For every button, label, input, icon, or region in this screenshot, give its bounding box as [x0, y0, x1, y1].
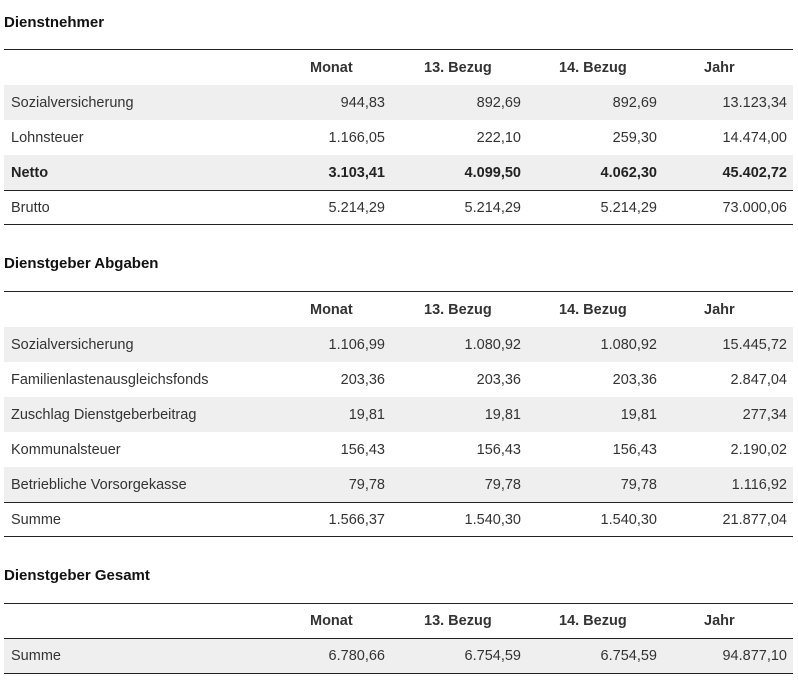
value-monat: 5.214,29 [328, 199, 385, 216]
value-monat: 6.780,66 [328, 648, 385, 664]
value-monat: 1.566,37 [328, 511, 385, 528]
row-label: Sozialversicherung [11, 336, 134, 353]
value-14-bezug: 203,36 [612, 371, 657, 388]
value-monat: 19,81 [348, 406, 385, 423]
value-14-bezug: 5.214,29 [600, 199, 657, 216]
value-14-bezug: 19,81 [620, 406, 657, 423]
value-13-bezug: 892,69 [476, 94, 521, 111]
value-monat: 203,36 [340, 371, 385, 388]
table-row [4, 432, 793, 467]
table-header-row [4, 50, 793, 85]
header-13-bezug: 13. Bezug [424, 301, 492, 318]
header-13-bezug: 13. Bezug [424, 59, 492, 76]
row-label: Zuschlag Dienstgeberbeitrag [11, 406, 197, 423]
row-label: Betriebliche Vorsorgekasse [11, 476, 187, 493]
header-jahr: Jahr [704, 613, 735, 629]
table-header-row [4, 292, 793, 327]
table-header-row [4, 604, 793, 639]
section-title-dienstgeber-gesamt: Dienstgeber Gesamt [4, 567, 150, 584]
value-monat: 3.103,41 [328, 164, 385, 181]
section-title-dienstnehmer: Dienstnehmer [4, 14, 105, 31]
value-jahr: 15.445,72 [722, 336, 787, 353]
row-label: Sozialversicherung [11, 94, 134, 111]
value-jahr: 21.877,04 [722, 511, 787, 528]
value-jahr: 2.847,04 [730, 371, 787, 388]
table-row [4, 467, 793, 502]
table-row [4, 120, 793, 155]
row-label: Summe [11, 648, 61, 664]
value-13-bezug: 19,81 [484, 406, 521, 423]
header-14-bezug: 14. Bezug [559, 613, 627, 629]
value-14-bezug: 6.754,59 [600, 648, 657, 664]
value-jahr: 73.000,06 [722, 199, 787, 216]
value-monat: 79,78 [348, 476, 385, 493]
value-jahr: 2.190,02 [730, 441, 787, 458]
table-row [4, 362, 793, 397]
row-label: Netto [11, 164, 49, 181]
value-13-bezug: 79,78 [484, 476, 521, 493]
value-13-bezug: 203,36 [476, 371, 521, 388]
header-14-bezug: 14. Bezug [559, 301, 627, 318]
value-13-bezug: 1.080,92 [464, 336, 521, 353]
header-jahr: Jahr [704, 301, 735, 318]
table-row [4, 327, 793, 362]
value-monat: 944,83 [340, 94, 385, 111]
value-14-bezug: 892,69 [612, 94, 657, 111]
table-dienstgeber-gesamt [4, 603, 793, 674]
table-row-netto [4, 155, 793, 190]
row-label: Familienlastenausgleichsfonds [11, 371, 209, 388]
value-jahr: 94.877,10 [722, 648, 787, 664]
value-jahr: 1.116,92 [731, 476, 787, 493]
value-monat: 1.166,05 [328, 129, 385, 146]
table-row-summe [4, 502, 793, 537]
value-13-bezug: 156,43 [476, 441, 521, 458]
header-monat: Monat [310, 301, 353, 318]
value-jahr: 45.402,72 [722, 164, 787, 181]
header-14-bezug: 14. Bezug [559, 59, 627, 76]
table-row [4, 397, 793, 432]
table-dienstnehmer [4, 49, 793, 225]
value-14-bezug: 259,30 [612, 129, 657, 146]
section-title-dienstgeber-abgaben: Dienstgeber Abgaben [4, 255, 159, 272]
header-monat: Monat [310, 59, 353, 76]
value-13-bezug: 6.754,59 [464, 648, 521, 664]
table-row-brutto [4, 190, 793, 225]
value-14-bezug: 156,43 [612, 441, 657, 458]
value-14-bezug: 1.080,92 [600, 336, 657, 353]
value-jahr: 277,34 [742, 406, 787, 423]
value-14-bezug: 1.540,30 [600, 511, 657, 528]
row-label: Kommunalsteuer [11, 441, 121, 458]
table-row-summe [4, 639, 793, 674]
value-13-bezug: 222,10 [476, 129, 521, 146]
row-label: Brutto [11, 199, 50, 216]
value-14-bezug: 4.062,30 [600, 164, 657, 181]
value-monat: 1.106,99 [328, 336, 385, 353]
row-label: Summe [11, 511, 61, 528]
value-13-bezug: 1.540,30 [464, 511, 521, 528]
value-monat: 156,43 [340, 441, 385, 458]
value-jahr: 13.123,34 [722, 94, 787, 111]
header-13-bezug: 13. Bezug [424, 613, 492, 629]
value-13-bezug: 4.099,50 [464, 164, 521, 181]
header-monat: Monat [310, 613, 353, 629]
row-label: Lohnsteuer [11, 129, 84, 146]
header-jahr: Jahr [704, 59, 735, 76]
value-14-bezug: 79,78 [620, 476, 657, 493]
table-dienstgeber-abgaben [4, 291, 793, 537]
value-13-bezug: 5.214,29 [464, 199, 521, 216]
table-row [4, 85, 793, 120]
value-jahr: 14.474,00 [722, 129, 787, 146]
